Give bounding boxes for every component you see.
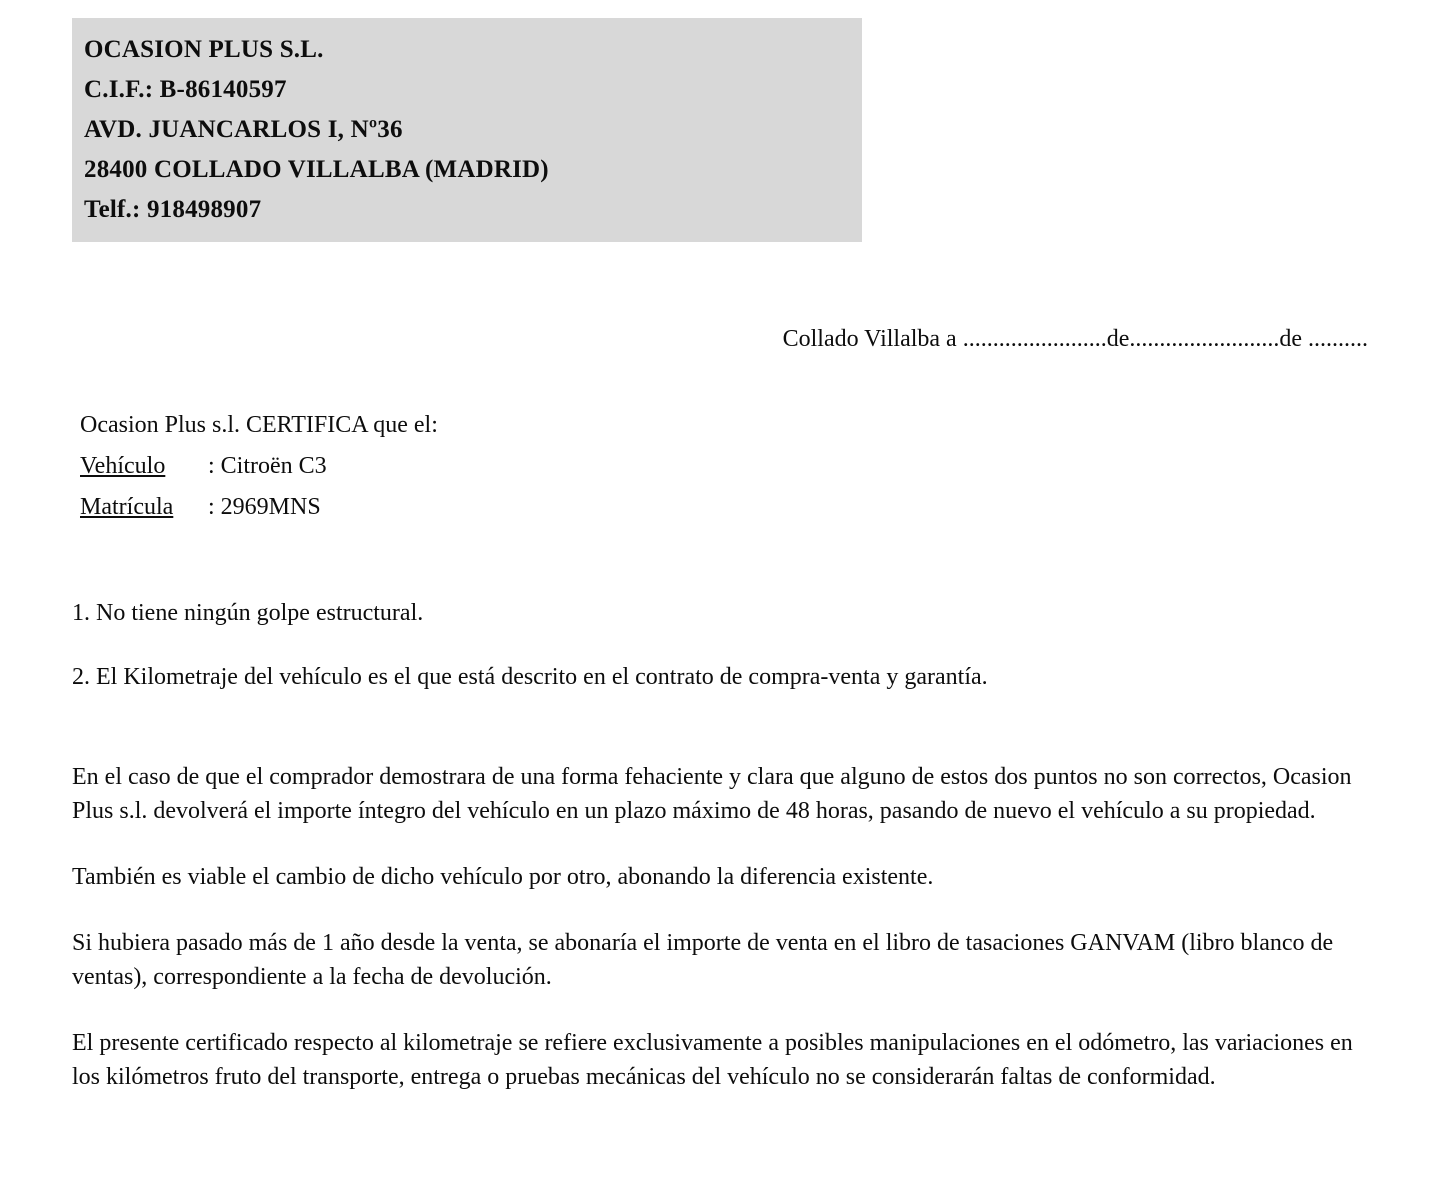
certificate-intro: Ocasion Plus s.l. CERTIFICA que el: xyxy=(80,412,438,438)
paragraph-odometer: El presente certificado respecto al kilometraje se refiere exclusivamente a posibles manipulaciones en el odómetro, las variaciones en los kilómetros fruto del transporte, entrega o pruebas mecánicas del vehículo no se considerarán faltas de conformidad. xyxy=(72,1030,1353,1090)
company-cif: C.I.F.: B-86140597 xyxy=(84,76,287,103)
company-city: 28400 COLLADO VILLALBA (MADRID) xyxy=(84,156,549,183)
body-paragraphs xyxy=(72,760,1370,1094)
point-item-2: 2. El Kilometraje del vehículo es el que está descrito en el contrato de compra-venta y garantía. xyxy=(72,664,988,690)
plate-label: Matrícula xyxy=(80,494,174,520)
vehicle-value: : Citroën C3 xyxy=(208,453,327,479)
company-phone: Telf.: 918498907 xyxy=(84,196,262,223)
paragraph-exchange: También es viable el cambio de dicho vehículo por otro, abonando la diferencia existente. xyxy=(72,864,934,890)
paragraph-ganvam: Si hubiera pasado más de 1 año desde la venta, se abonaría el importe de venta en el libro de tasaciones GANVAM (libro blanco de ventas), correspondiente a la fecha de devolución. xyxy=(72,930,1334,990)
point-item-1: 1. No tiene ningún golpe estructural. xyxy=(72,600,424,626)
vehicle-line xyxy=(80,446,1370,487)
company-name: OCASION PLUS S.L. xyxy=(84,36,324,63)
vehicle-label: Vehículo xyxy=(80,453,166,479)
plate-value: : 2969MNS xyxy=(208,494,321,520)
date-line: Collado Villalba a ........................de.........................de .......... xyxy=(782,326,1368,352)
company-header-box xyxy=(72,18,862,242)
paragraph-refund: En el caso de que el comprador demostrara de una forma fehaciente y clara que alguno de estos dos puntos no son correctos, Ocasion Plus s.l. devolverá el importe íntegro del vehículo en un plazo máximo de 48 horas, pasando de nuevo el vehículo a su propiedad. xyxy=(72,764,1352,824)
certificate-block xyxy=(72,405,1370,528)
points-list xyxy=(72,596,1370,694)
company-address: AVD. JUANCARLOS I, Nº36 xyxy=(84,116,403,143)
plate-line xyxy=(80,487,1370,528)
